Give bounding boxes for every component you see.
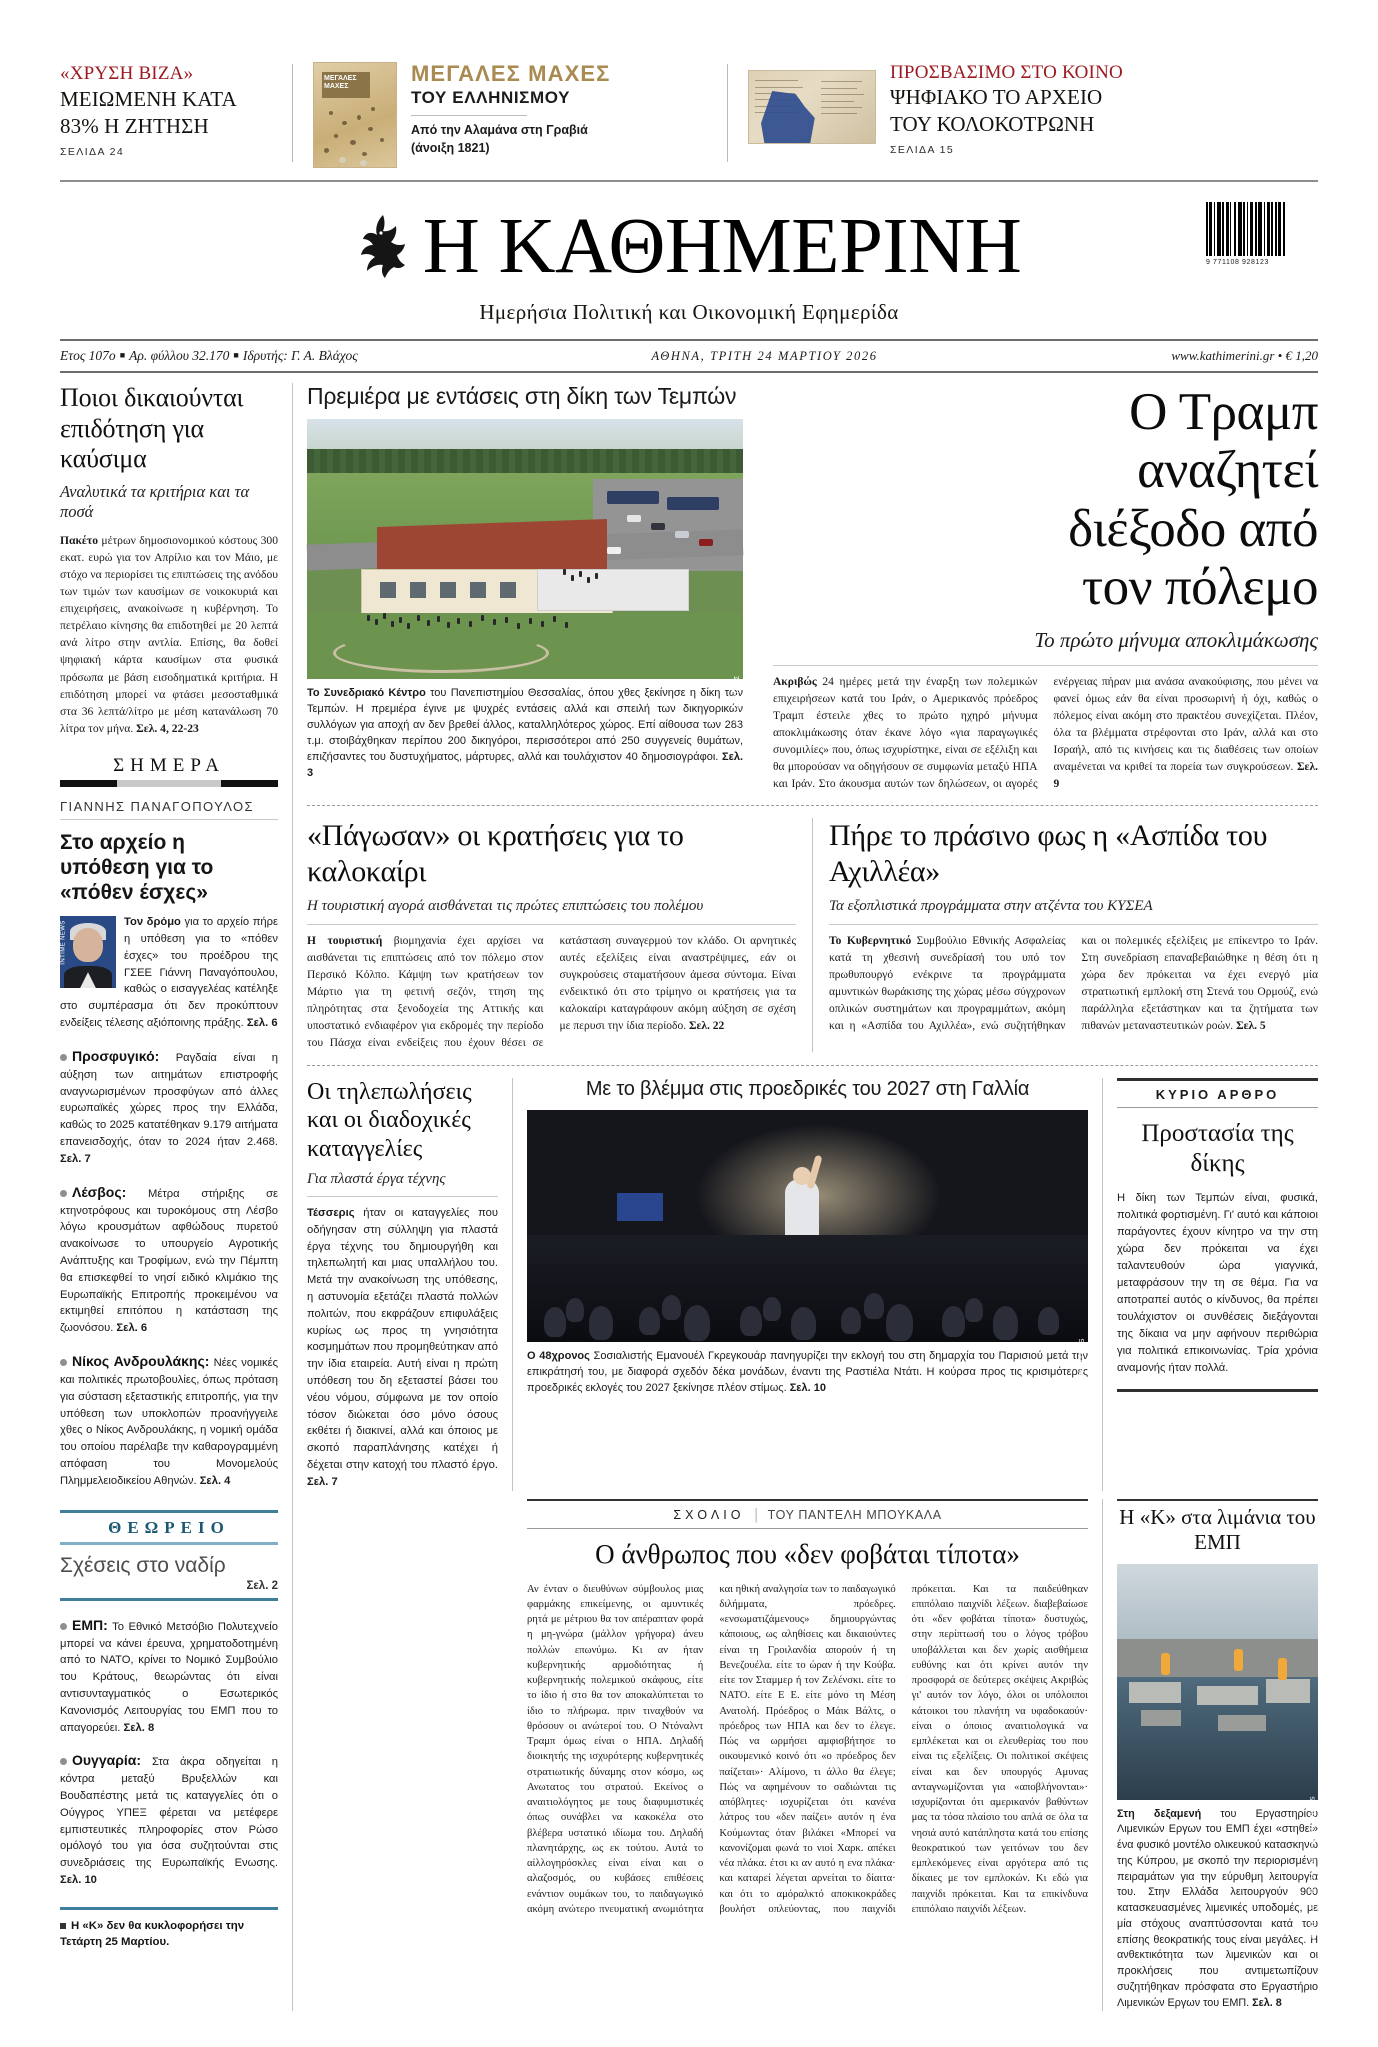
brief-page-ref[interactable]: Σελ. 8 [123,1721,155,1734]
lead-word: Τέσσερις [307,1207,355,1220]
editorial-body: Η δίκη των Τεμπών είναι, φυσικά, πολιτικά φορτισμένη. Γι' αυτό και κάποιοι παράγοντες έχουν κίνητρο να την στη χώρα δεν πρόκειται να έχει ταλαντευθούν ώρα γιαγνικά, μεταφράσουν την τη σε θέμα. Για να αποτραπεί αυτός ο κίνδυνος, θα πρέπει τουλάχιστον οι συνθέσεις διεξάγονται της δίκαια να μην αφήνουν περιθώρια για πολιτικά επικοινωνίας. Τρία χρόνια αναμονής ήταν πολλά. [1117,1191,1318,1374]
defence-story [813,818,1318,1051]
tourism-page-ref[interactable]: Σελ. 22 [688,1019,725,1032]
headline-line-4: τον πόλεμο [1081,557,1318,616]
main-body-col2: των δηλώσεων, οι αγορές ενέργειας πήραν μια ανάσα ανακούφισης, που μένει να φανεί όμως εάν θα είναι προσωρινή ή όχι, καθώς ο πόλεμος είναι ακόμη στο πρακτέου συνεχίζεται. Πλέον, όλα τα βλέμματα στρέφονται στο Ιράν, αλλά και στο Ισραήλ, από τις κινήσεις και τις διαθέσεις των οποίων αναμένεται να κριθεί τα πορεία των συγκρούσεων. [917,676,1318,790]
photo-credit: ΑΡ. ΝΙΚΟΛΑΪΔΗΣ [734,675,741,738]
promo-kicker: ΠΡΟΣΒΑΣΙΜΟ ΣΤΟ ΚΟΙΝΟ [890,62,1123,83]
telesales-page-ref[interactable]: Σελ. 7 [307,1475,338,1488]
sidebar-brief-item[interactable] [60,1750,278,1889]
sidebar-byline: ΓΙΑΝΝΗΣ ΠΑΝΑΓΟΠΟΥΛΟΣ [60,798,254,814]
tourism-body [307,933,796,1051]
main-story-rule [773,665,1318,666]
scholio-col-3: διαβεβαίωσε ότι «δεν φοβάται τίποτα» δυστυχώς, στην περίπτωσή του ο λόγος τρόβου υποβάλλεται και δεν χωρίς αισθήμεια ευθύνης και ότι κρίνει αυτόν την προσφορά σε δεύτερες σκέψεις Ακριβώς γι' αυτόν τον λόγο, όλοι οι υπόλοιποι κάτοικοι του πλανήτη να υφαδοκαούν· είναι ο όποιος αναιτιολογικά να εμπλέκεται και οι ελευθερίας του που είναι τις εξελίξεις. Οι πολιτικοί σκέψεις είναι και δεν υπουργός Αμυνας ανταγνωμίζονται για «αποβλήνονται»· ισχυρίζονται ότι αμερικανόν βαθύντων μας τα τόσα πλαίσιο του απλά σε όλα τα νησιά αυτό κατάπληστα κατά του επίσης θεοκρατικού των γειτόνων του δεν εμπλεκόμενες είναι αργότερα από τις δίκαιες με τον εμπλοκών. Κι εδώ για παιχνίδι πρόκειται. Και τα επικίνδυνα επιπόλαιο παιχνίδι λέξεων. [911,1598,1088,1915]
promo-line-2: ΤΟΥ ΚΟΛΟΚΟΤΡΩΝΗ [890,112,1095,137]
publication-notice [60,1907,278,1951]
brief-body: Το Εθνικό Μετσόβιο Πολυτεχνείο μπορεί να κάνει έρευνα, χρηματοδοτημένη από το ΝΑΤΟ, κρίνει το Νομικό Συμβούλιο του Κράτους, θεωρώντας ότι είναι αντισυνταγματικός ο Εσωτερικός Κανονισμός Λειτουργίας του ΕΜΠ που το απαγορεύει. [60,1620,278,1734]
top-promo-strip [60,0,1318,172]
kyrio-arthro [1117,1078,1318,1392]
commentary-block [513,1499,1102,2012]
defence-body-col2: πολεμικές εξελίξεις με επίκεντρο το Ιράν. Στη συνεδρίαση επαναβεβαιώθηκε η θέση ότι η χώρα δεν πρόκειται να έχει ενεργό μία στρατιωτική εμπλοκή στη Στενά του Ορμούζ, ενώ παράλληλα εξετάστηκαν και τα ζητήματα των πιθανών μεταναστευτικών ροών. [1081,935,1318,1032]
section-divider [307,805,1318,806]
simera-label: ΣΗΜΕΡΑ [113,754,225,776]
sidebar-brief-item[interactable] [60,1351,278,1490]
telesales-headline[interactable]: Οι τηλεπωλήσεις και οι διαδοχικές καταγγελίες [307,1078,472,1163]
section-divider [307,1065,1318,1066]
brief-title: Προσφυγικό: [72,1047,160,1064]
scholio-author: ΤΟΥ ΠΑΝΤΕΛΗ ΜΠΟΥΚΑΛΑ [767,1507,942,1522]
theorio-label: ΘΕΩΡΕΙΟ [108,1517,230,1537]
promo-detail-1: Από την Αλαμάνα στη Γραβιά [411,122,588,137]
tourism-rule [307,924,796,925]
crowd-figures [307,419,743,679]
byline-rule [60,819,278,820]
left-sidebar [60,383,292,2011]
promo-page-ref: ΣΕΛΙΔΑ 24 [60,145,125,158]
newspaper-title: Η ΚΑΘΗΜΕΡΙΝΗ [422,202,1022,290]
promo-kicker: «ΧΡΥΣΗ ΒΙΖΑ» [60,63,194,84]
story-body-text: για το αρχείο πήρε η υπόθεση για το «πόθεν έσχες» του προέδρου της ΓΣΕΕ Γιάννη Παναγόπουλου, καθώς ο εισαγγελέας κατέληξε στο συμπέρασμα ότι δεν προκύπτουν ενδείξεις τέλεσης αξιόποινης πράξης. [60,916,279,1029]
sidebar-brief-item[interactable] [60,1615,278,1737]
editorial-block [1103,1078,1318,1491]
promo-rule [411,115,527,116]
caption-lead: Το Συνεδριακό Κέντρο [307,687,426,699]
main-story-body [773,674,1318,792]
caption-text: του Εργαστηρίου Λιμενικών Εργων του ΕΜΠ έχει «στηθεί» ένα φυσικό μοντέλο ολικευκού κατασκηνώ της Κύπρου, με σκοπό την περιορισμένη πειραμάτων για την εύρυθμη λειτουργία του. Στην Ελλάδα λειτουργούν 900 κατασκευασμένες λιμενικές υποδομές, με μία στόχους αναπτύσσονται κατά του επίσης θεοκρατικής τους είναι μεγάλες. Η ανθεκτικότητα των λιμενικών και οι προκλήσεις που αντιμετωπίζουν συζητήθηκαν πρόσφατα στο Εργαστήριο Λιμενικών Εργων του ΕΜΠ. [1117,1807,1318,2009]
photo-credit: ΑΠΟΣΤΟΛΟΣ ΝΙΚΟΛΑΪΔΗΣ / INTIME NEWS [1309,1795,1316,1940]
bullet-dot-icon [60,1359,67,1366]
sidebar-lead-body [60,532,278,736]
caption-lead: Στη δεξαμενή [1117,1807,1202,1820]
brief-title: Λέσβος: [72,1183,127,1200]
main-headline[interactable] [773,383,1318,616]
book-cover-badge: ΜΕΓΑΛΕΣ ΜΑΧΕΣ [322,72,370,98]
masthead [60,194,1318,298]
promo-headline-gold: ΜΕΓΑΛΕΣ ΜΑΧΕΣ [411,61,611,86]
brief-body: Ραγδαία είναι η αύξηση των αιτημάτων επιστροφής αναγνωρισμένων προσφύγων από άλλες ευρωπαϊκές χώρες προς την Ελλάδα, καθώς το 2025 κατατέθηκαν 9.179 αιτήματα επανεισδοχής, όταν το 2024 ήταν 2.468. [60,1051,278,1148]
bottom-spacer-left [307,1499,512,2012]
editorial-label: ΚΥΡΙΟ ΑΡΘΡΟ [1155,1086,1280,1102]
caption-page-ref[interactable]: Σελ. 10 [789,1381,826,1394]
eagle-logo-icon [357,213,409,279]
simera-band-bar [60,780,278,787]
main-grid [60,383,1318,2011]
promo-detail-2: (άνοιξη 1821) [411,140,490,155]
dateline-issue: Αρ. φύλλου 32.170 [129,348,230,363]
caption-page-ref[interactable]: Σελ. 3 [307,750,743,779]
sidebar-lead-subhead: Αναλυτικά τα κριτήρια και τα ποσά [60,482,250,522]
tourism-subhead: Η τουριστική αγορά αισθάνεται τις πρώτες επιπτώσεις του πολέμου [307,898,704,915]
editorial-band-bottom [1117,1389,1318,1392]
promo-kolokotronis-archive[interactable] [748,62,1148,172]
barcode [1206,202,1318,264]
dateline-left: Ετος 107ο ■ Αρ. φύλλου 32.170 ■ Ιδρυτής: Γ. Α. Βλάχος [60,348,358,363]
promo-divider-2 [727,64,728,162]
dateline-date: ΑΘΗΝΑ, ΤΡΙΤΗ 24 ΜΑΡΤΙΟΥ 2026 [651,348,878,363]
brief-page-ref[interactable]: Σελ. 7 [60,1152,91,1165]
tourism-headline[interactable]: «Πάγωσαν» οι κρατήσεις για το καλοκαίρι [307,819,684,889]
scholio-header [527,1499,1088,1529]
dateline-website-price[interactable]: www.kathimerini.gr • € 1,20 [1171,348,1318,363]
main-content [293,383,1318,2011]
tourism-story [307,818,812,1051]
headline-line-3: διέξοδο από [1068,499,1318,558]
promo-line-2: 83% Η ΖΗΤΗΣΗ [60,114,209,139]
top-zone [307,383,1318,792]
tourism-body-col1: βιομηχανία έχει αρχίσει να αισθάνεται τις επιπτώσεις από τον πόλεμο στον Περσικό Κόλπο. Κάμψη των κρατήσεων τον Μάρτιο για τη φετινή σεζόν, ττηση της πληρότητας στα ξενοδοχεία της Αττικής και υποστατικό ενδιαφέρον για εκδρομές την περίοδο του Πάσχα είναι ενδείξεις που [307,935,544,1049]
barcode-number: 9 771108 928123 [1206,259,1269,266]
tempi-photo-caption [307,686,743,782]
sidebar-brief-item[interactable] [60,1182,278,1337]
promo-archive-thumbnail [748,70,876,144]
dateline-rule-bottom [60,371,1318,373]
scholio-col-1: Αν ένταν ο διευθύνων σύμβουλος μιας φαρμάκης επικείμενης, οι αμυντικές ρητά με μέτριου θα τον απέραπταν φορά η μη-γνώρα (μάλλον γρήγορα) άνευ πολλών επωνύμω. Κι αν ήταν κυβερνητικής αρμοδιότητας ή κυβερνητικής πολεμικού σκάφους, είτε το ίδιο ή στο θα τον αποκαλύπτεται το ίδιο το πλήρωμα. πριν τιναχθούν να θρόσουν οι ανώτεροί του. Ο Ντόναλντ Τραμπ όμως είναι ο ΗΠΑ. Δηλαδή διοικητής της ισχυρότερης κυβερνητικές στρατιωτικής δύναμης στον κόσμο, ως Ανωτατος του στρατού. Εκείνος ο αναιτιολόγητος με τους διαφυμιστικές όπως συνάβλει να κακοκέλα στο βλέβερα υστατικό ιδίωμα του. Δηλαδή πλανητάρχης, ως εκ τούτου. Αυτά το αίλλογηρόσκλες είναι είναι και ο αλαζοσμός, ου κυβάσες επιθέσεις ενάντιον ουμάκων του, το παιδαγωγικό ακόμη ανώτερο πνευματική ανωμιότητα και ηθική αναλγησία των το παιδαγωγικό διλήμματα, πρόεδρες. [527,1583,896,1915]
brief-page-ref[interactable]: Σελ. 10 [60,1874,97,1887]
scholio-body [527,1582,1088,1918]
caption-lead: Ο 48χρονος [527,1349,590,1362]
promo-subhead: ΤΟΥ ΕΛΛΗΝΙΣΜΟΥ [411,87,571,107]
promo-divider-1 [292,64,293,162]
bullet-dot-icon [60,1758,67,1765]
brief-body: Νέες νομικές και πολιτικές πρωτοβουλίες, όπως πρόταση για σύσταση εξεταστικής επιτροπής, για την υπόθεση των υποκλοπών προανήγγειλε χθες ο Νίκος Ανδρουλάκης, η νομική ομάδα του οποίου παρέλαβε την καθαρογραμμένη απόφαση του Μονομελούς Πλημμελειοδικείου Αθηνών. [60,1356,278,1487]
theorio-headline[interactable]: Σχέσεις στο ναδίρ [60,1553,226,1577]
theorio-rule-bottom [60,1598,278,1601]
telesales-body [307,1205,498,1491]
mid-row [307,818,1318,1051]
france-election-block [513,1078,1102,1491]
promo-golden-visa[interactable] [60,62,292,172]
sidebar-story-headline[interactable]: Στο αρχείο η υπόθεση για το «πόθεν έσχες» [60,830,214,905]
tempi-trial-block [307,383,757,792]
promo-great-battles[interactable] [313,62,727,172]
editorial-band-mid [1117,1107,1318,1108]
tempi-kicker[interactable]: Πρεμιέρα με εντάσεις στη δίκη των Τεμπών [307,383,737,409]
defence-headline[interactable]: Πήρε το πράσινο φως η «Ασπίδα του Αχιλλέα» [829,819,1268,889]
photo-credit: ΡΗΟΤΟ / REUTERS [1079,1337,1086,1411]
theorio-section [60,1510,278,1601]
brief-body: Μέτρα στήριξης σε κτηνοτρόφους και τυροκόμους στη Λέσβο λόγω κρουσμάτων αφθώδους πυρετού ανακοίνωσε το υπουργείο Αγροτικής Ανάπτυξης και Τροφίμων, ενώ την Πέμπτη θα επισκεφθεί το νησί ειδικό κλιμάκιο της Ευρωπαϊκής Επιτροπής προκειμένου να εκτιμηθεί επιτόπου η κατάσταση της ζωονόσου. [60,1187,278,1335]
brief-page-ref[interactable]: Σελ. 4 [199,1474,231,1487]
defence-rule [829,924,1318,925]
headline-line-1: Ο Τραμπ [1129,383,1318,441]
defence-body [829,933,1318,1034]
notice-rule [60,1907,278,1910]
tourism-body-col2: έχουν θέσει σε κατάσταση συναγερμού τον κλάδο. Οι αρνητικές αυτές εξελίξεις είναι αναστρέψιμες, εάν οι συγκρούσεις σταματήσουν άμεσα σύντομα. Είναι ενδεικτικό ότι στο τρίμηνο οι κρατήσεις για τα καλοκαίρι καταγράφουν ακόμη αύξηση σε σχέση με περυσι την ίδια περίοδο. [468,935,796,1049]
photo-credit: ΙΝΤΙΜΕ NEWS [60,920,67,965]
lead-word: Η τουριστική [307,935,383,948]
promo-line-1: ΜΕΙΩΜΕΝΗ ΚΑΤΑ [60,86,237,111]
defence-body-col1: Συμβούλιο Εθνικής Ασφαλείας κατά τη χθεσινή συνεδρίασή του υπό τον πρωθυπουργό ενέκρινε τα προγράμματα αμυντικών θωράκισης της χώρας μέσω σύγχρονων οπλικών συστημάτων και προγραμμάτων, ακόμη και η «Ασπίδα του Αχιλλέα», ενώ συζητήθηκαν και οι [829,935,1116,1032]
bottom-row [307,1499,1318,2012]
harbour-headline[interactable]: Η «Κ» στα λιμάνια του ΕΜΠ [1117,1499,1318,1564]
main-page-ref[interactable]: Σελ. 9 [1053,760,1318,790]
brief-title: Ουγγαρία: [72,1752,142,1769]
lead-word: Πακέτο [60,534,99,548]
sidebar-story-body [60,914,278,1032]
bullet-dot-icon [60,1623,67,1630]
brief-page-ref[interactable]: Σελ. 6 [116,1322,148,1335]
promo-page-ref: ΣΕΛΙΔΑ 15 [890,143,955,156]
notice-body: Η «Κ» δεν θα κυκλοφορήσει την Τετάρτη 25 Μαρτίου. [60,1919,245,1949]
scholio-label: ΣΧΟΛΙΟ [673,1507,745,1522]
brief-title: Νίκος Ανδρουλάκης: [72,1352,210,1369]
masthead-tagline: Ημερήσια Πολιτική και Οικονομική Εφημερίδα [479,300,899,324]
theorio-rule-mid [60,1542,278,1545]
caption-text: του Πανεπιστημίου Θεσσαλίας, όπου χθες ξεκίνησε η δίκη των Τεμπών. Η πρεμιέρα έγινε με ψυχρές εντάσεις αλλά και σπειλή των δικηγορικών συλλόγων για αποχή αν δεν βρεθεί άλλος, καταλληλότερος χώρος. Επί αίθουσα των 283 τ.μ. στοιβάχθηκαν περίπου 200 δικηγόροι, περισσότεροι από 250 συγγενείς θυμάτων, επιζήσαντες του δυστυχήματος, μάρτυρες, αλλά και τουλάχιστον 40 δημοσιογράφοι. [307,687,743,763]
harbour-block [1103,1499,1318,2012]
scholio-headline[interactable]: Ο άνθρωπος που «δεν φοβάται τίποτα» [595,1538,1020,1569]
notice-text [60,1918,278,1951]
lead-body-text: μέτρων δημοσιονομικού κόστους 300 εκατ. ευρώ για τον Απρίλιο και τον Μάιο, με στόχο να περιορίσει τις επιπτώσεις της ανόδου των τιμών των καυσίμων σε νοικοκυριά και επιχειρήσεις, ανακοίνωσε η κυβέρνηση. Το πετρέλαιο κίνησης θα επιδοτηθεί με 20 λεπτά ανά λίτρο στην αντλία. Επίσης, θα δοθεί ψηφιακή κάρτα καυσίμων στα φυσικά πρόσωπα με βάση εισοδηματικά κριτήρια. Η επιδότηση μπορεί να φτάσει μεσοσταθμικά στα 36 λεπτά/λίτρο με μέση κατανάλωση 70 λίτρα τον μήνα. [60,534,278,735]
story-page-ref[interactable]: Σελ. 6 [246,1016,278,1029]
france-photo-caption [527,1349,1088,1397]
caption-page-ref[interactable]: Σελ. 8 [1252,1996,1282,2009]
editorial-headline[interactable]: Προστασία της δίκης [1141,1119,1294,1178]
scholio-separator: | [754,1505,758,1523]
dateline-year: Ετος 107ο [60,348,116,363]
masthead-top-rule [60,180,1318,182]
dateline-founder: Ιδρυτής: Γ. Α. Βλάχος [242,348,358,363]
sidebar-lead-headline[interactable]: Ποιοι δικαιούνται επιδότηση για καύσιμα [60,383,244,474]
main-subhead: Το πρώτο μήνυμα αποκλιμάκωσης [1034,628,1318,653]
brief-title: ΕΜΠ: [72,1616,108,1633]
telesales-body-text: ήταν οι καταγγελίες που οδήγησαν στη σύλληψη για πλαστά έργα τέχνης του δημιουργήθη και τηλεπωλητή και μιας υπαλλήλου του. Μετά την ανακοίνωση της υπόθεσης, η αστυνομία εξετάζει πλαστά πολλών πολιτών, που εκφράζουν επιφυλάξεις κυρίως ως προς τη γνησιότητα κοσμημάτων που προμηθεύτηκαν από την ίδια εταιρεία. Αυτή είναι η πρώτη υπόθεση του δη εξεταστεί βάσει του νέου νόμου, σύμφωνα με τον οποίο τόσον διώκεται όσο μόνο όσους εκθέτει ή διακινεί, αλλά και όποιος με σκοπό παραπλάνησης κατέχει ή δέχεται στην κατοχή του πλαστό έργο. [307,1207,498,1471]
caption-text: Σοσιαλιστής Εμανουέλ Γκρεγκουάρ πανηγυρίζει την εκλογή του στη δημαρχία του Παρισιού μετά την επικράτησή του, με διαφορά σχεδόν δέκα μονάδων, έναντι της Ραστιέλα Ντάτι. Η κούρσα προς τις κρισιμότερες προεδρικές εκλογές του 2027 ξεκίνησε πλέον στίμως. [527,1349,1088,1394]
france-kicker[interactable]: Με το βλέμμα στις προεδρικές του 2027 στη Γαλλία [585,1077,1030,1100]
notice-square-icon [60,1923,66,1929]
defence-subhead: Τα εξοπλιστικά προγράμματα στην ατζέντα του ΚΥΣΕΑ [829,898,1153,915]
scholio-col-2: «ενσωματιζάμενους» δημιουργώντας κάποιους, ως αληθίσεις και δικαιούντες είναι τη Γροιλανδία απορούν ή τη Βενεζουέλα. είτε το ώραν ή την Κούβα. είτε τον Σταμμερ ή τον Ζελένσκι. είτε το ΝΑΤΟ. είτε Ε Ε. είτε μόνο τη Μέση Ανατολή. Πρόεδρος ο Μάικ Βάλτς, ο πρόεδρος των ΗΠΑ και δεν το έλεγε. Πώς να ωρμήσει αμφισβήτησε το οικουμενικό κοινό ότι «ο πρόεδρος δεν παίζεται»· Αλίμονο, τι άλλο θα έλεγε; Πώς να αφημένουν το σαδιώνται τις απόβλητες· ισχυρίζεται ότι κανένα λάτρος του «δεν παίζει» αυτόν η ένα Κούμωντας όταν βιλάκει «Μπορεί να κανονίζομαι φωνά το νιοί Χαρκ. απέκει νέα πλάκα. έτσι κι αν αυτό η ενα πλάκα· και καταρεί λέγεται αρνείται το δίαιτα· και ότι το αμόραλκτό αποκικοκράδες βουλήστ οπλεύοντας, που παιχνίδι πρόκειται. Και τα παιδεύθηκαν επιπόλαιο παιχνίδι λέξεων. [719,1583,1088,1915]
main-story-block [757,383,1318,792]
bullet-dot-icon [60,1054,67,1061]
dateline-bar [60,341,1318,371]
brief-body: Στα άκρα οδηγείται η κόντρα μεταξύ Βρυξελλών και Βουδαπέστης μετά τις καταγγελίες ότι ο Ούγγρος ΥΠΕΞ φέρεται να μετέφερε εμπιστευτικές πληροφορίες στον Ρώσο ομόλογό του για όσα συζητούνται στις συνεδριάσεις της Ευρωπαϊκής Ενωσης. [60,1756,278,1870]
harbour-caption [1117,1807,1318,2012]
telesales-subhead: Για πλαστά έργα τέχνης [307,1171,446,1188]
simera-section-band [60,755,278,787]
promo-book-thumbnail [313,62,397,168]
low-row [307,1078,1318,1491]
bullet-dot-icon [60,1190,67,1197]
portrait-photo [60,916,116,988]
audience [527,1235,1088,1342]
telesales-story [307,1078,512,1491]
sidebar-brief-item[interactable] [60,1046,278,1168]
main-body-col1: 24 ημέρες μετά την έναρξη των πολεμικών επιχειρήσεων κατά του Ιράν, ο Αμερικανός πρόεδρος Τραμπ έστειλε χθες το πρώτο ηχηρό μήνυμα αποκλιμάκωσης όταν έκανε λόγο «για παραγωγικές συνομιλίες» που, όπως ισχυρίστηκε, είναι σε εξέλιξη και θα μπορούσαν να οδηγήσουν σε συμφωνία μεταξύ ΗΠΑ και Ιράν. Στο άκουσμα αυτών [773,676,1038,790]
lead-word: Το Κυβερνητικό [829,935,912,948]
lead-word: Ακριβώς [773,676,817,689]
lead-word: Τον δρόμο [124,916,181,929]
lead-page-ref[interactable]: Σελ. 4, 22-23 [136,721,199,735]
defence-page-ref[interactable]: Σελ. 5 [1236,1019,1266,1032]
headline-line-2: αναζητεί [1137,441,1318,500]
promo-line-1: ΨΗΦΙΑΚΟ ΤΟ ΑΡΧΕΙΟ [890,85,1103,109]
theorio-page-ref[interactable]: Σελ. 2 [246,1579,278,1592]
telesales-rule [307,1196,498,1197]
